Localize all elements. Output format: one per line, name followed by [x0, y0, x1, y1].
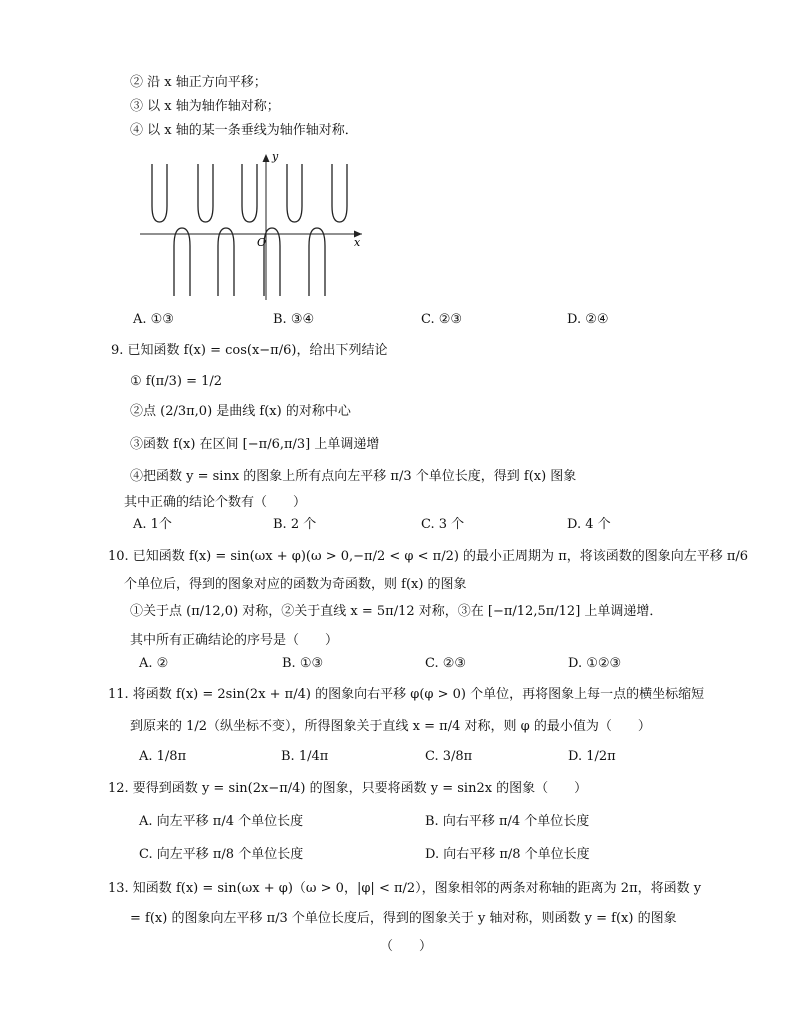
q9-statement-1: ① f(π/3) = 1/2 — [130, 374, 223, 389]
q11-option-d[interactable]: D. 1/2π — [568, 749, 616, 764]
q9-option-d[interactable]: D. 4 个 — [567, 517, 611, 532]
x-axis-label: x — [354, 236, 361, 249]
q8-statement-2: ② 沿 x 轴正方向平移； — [130, 75, 267, 90]
lower-branch-1 — [174, 228, 190, 296]
q12-option-a[interactable]: A. 向左平移 π/4 个单位长度 — [139, 814, 304, 829]
upper-branch-4 — [287, 164, 302, 222]
q9-option-a[interactable]: A. 1个 — [133, 517, 172, 532]
q8-statement-4: ④ 以 x 轴的某一条垂线为轴作轴对称． — [130, 123, 358, 138]
q9-option-b[interactable]: B. 2 个 — [273, 517, 317, 532]
lower-branch-4 — [309, 228, 325, 296]
origin-label: O — [257, 236, 267, 249]
q9-question: 其中正确的结论个数有（ ） — [124, 495, 307, 510]
q8-option-d[interactable]: D. ②④ — [567, 312, 609, 327]
q13-stem-line-2: = f(x) 的图象向左平移 π/3 个单位长度后，得到的图象关于 y 轴对称，则函数 y = f(x) 的图象 — [130, 911, 677, 926]
q10-question: 其中所有正确结论的序号是（ ） — [130, 633, 339, 648]
q10-stem-line-1: 10. 已知函数 f(x) = sin(ωx + φ)(ω > 0,−π/2 < φ < π/2) 的最小正周期为 π，将该函数的图象向左平移 π/6 — [108, 549, 749, 564]
q10-option-d[interactable]: D. ①②③ — [568, 656, 622, 671]
q10-option-c[interactable]: C. ②③ — [425, 656, 467, 671]
q11-stem-line-2: 到原来的 1/2（纵坐标不变），所得图象关于直线 x = π/4 对称，则 φ 的最小值为（ ） — [130, 719, 651, 734]
upper-branch-2 — [198, 164, 213, 222]
q8-statement-3: ③ 以 x 轴为轴作轴对称； — [130, 99, 280, 114]
upper-branch-5 — [332, 164, 347, 222]
q9-stem: 9. 已知函数 f(x) = cos(x−π/6)，给出下列结论 — [111, 343, 388, 358]
q10-option-b[interactable]: B. ①③ — [282, 656, 324, 671]
q10-statements: ①关于点 (π/12,0) 对称，②关于直线 x = 5π/12 对称，③在 [−π/12,5π/12] 上单调递增． — [130, 604, 663, 619]
q13-stem-line-1: 13. 知函数 f(x) = sin(ωx + φ)（ω > 0，|φ| < π/2），图象相邻的两条对称轴的距离为 2π，将函数 y — [108, 881, 702, 896]
q12-option-c[interactable]: C. 向左平移 π/8 个单位长度 — [139, 847, 304, 862]
q9-statement-3: ③函数 f(x) 在区间 [−π/6,π/3] 上单调递增 — [130, 437, 380, 452]
q9-statement-4: ④把函数 y = sinx 的图象上所有点向左平移 π/3 个单位长度，得到 f(x) 图象 — [130, 469, 577, 484]
q12-stem: 12. 要得到函数 y = sin(2x−π/4) 的图象，只要将函数 y = sin2x 的图象（ ） — [108, 781, 588, 796]
q11-option-a[interactable]: A. 1/8π — [139, 749, 187, 764]
q11-option-b[interactable]: B. 1/4π — [281, 749, 329, 764]
upper-branch-3 — [242, 164, 257, 222]
q10-option-a[interactable]: A. ② — [139, 656, 169, 671]
q8-option-b[interactable]: B. ③④ — [273, 312, 315, 327]
q12-option-d[interactable]: D. 向右平移 π/8 个单位长度 — [425, 847, 590, 862]
function-graph-figure — [140, 150, 370, 300]
q12-option-b[interactable]: B. 向右平移 π/4 个单位长度 — [425, 814, 590, 829]
upper-branch-1 — [152, 164, 167, 222]
q8-option-a[interactable]: A. ①③ — [133, 312, 174, 327]
q8-option-c[interactable]: C. ②③ — [421, 312, 463, 327]
q10-stem-line-2: 个单位后，得到的图象对应的函数为奇函数，则 f(x) 的图象 — [124, 577, 467, 592]
q9-statement-2: ②点 (2/3π,0) 是曲线 f(x) 的对称中心 — [130, 404, 351, 419]
q13-answer-blank: （ ） — [380, 939, 433, 954]
y-axis-arrow-icon — [263, 154, 270, 162]
q11-stem-line-1: 11. 将函数 f(x) = 2sin(2x + π/4) 的图象向右平移 φ(φ > 0) 个单位，再将图象上每一点的横坐标缩短 — [108, 687, 705, 702]
y-axis-label: y — [272, 150, 279, 163]
q11-option-c[interactable]: C. 3/8π — [425, 749, 473, 764]
lower-branch-2 — [218, 228, 234, 296]
q9-option-c[interactable]: C. 3 个 — [421, 517, 465, 532]
